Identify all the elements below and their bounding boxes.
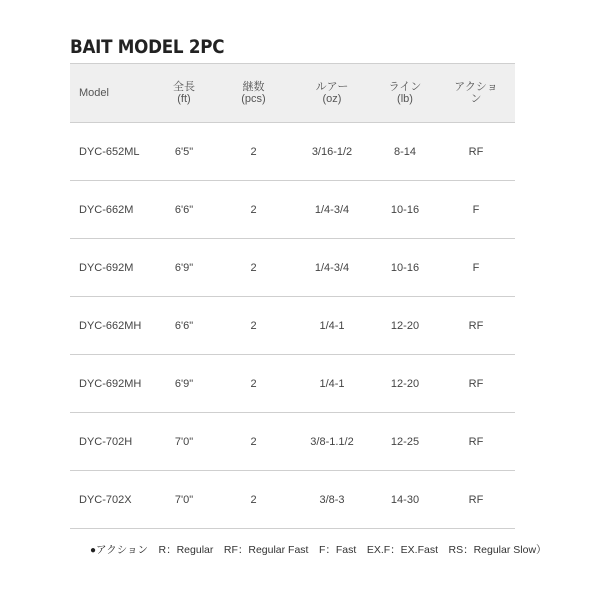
header-lure: ルアー (oz) [291,64,373,123]
page-title: BAIT MODEL 2PC [70,36,225,58]
cell-lure: 3/16-1/2 [291,123,373,181]
cell-pieces: 2 [216,355,291,413]
cell-lure: 1/4-1 [291,297,373,355]
cell-model: DYC-652ML [70,123,152,181]
bullet-icon: ● [90,545,97,556]
table-header-row [70,64,515,123]
cell-action: RF [437,471,515,529]
header-length: 全長 (ft) [152,64,216,123]
cell-line: 8-14 [373,123,437,181]
cell-length: 7'0" [152,471,216,529]
legend-text: アクション R：Regular RF：Regular Fast F：Fast EX.F：EX.Fast RS：Regular Slow） [96,544,547,556]
action-legend [90,542,547,557]
cell-line: 14-30 [373,471,437,529]
cell-length: 6'6" [152,297,216,355]
cell-pieces: 2 [216,239,291,297]
table-row [70,413,515,471]
header-pieces: 継数 (pcs) [216,64,291,123]
cell-pieces: 2 [216,297,291,355]
cell-action: F [437,239,515,297]
table-row [70,123,515,181]
header-action: アクショ ン [437,64,515,123]
cell-length: 6'5" [152,123,216,181]
cell-action: F [437,181,515,239]
cell-model: DYC-702H [70,413,152,471]
cell-lure: 3/8-3 [291,471,373,529]
cell-pieces: 2 [216,413,291,471]
cell-model: DYC-662M [70,181,152,239]
cell-lure: 1/4-1 [291,355,373,413]
cell-line: 12-25 [373,413,437,471]
cell-model: DYC-662MH [70,297,152,355]
cell-action: RF [437,355,515,413]
cell-line: 12-20 [373,355,437,413]
table-row [70,181,515,239]
cell-action: RF [437,413,515,471]
table-row [70,297,515,355]
spec-table [70,63,515,529]
table-row [70,471,515,529]
table-header [70,64,515,123]
cell-lure: 1/4-3/4 [291,239,373,297]
cell-line: 10-16 [373,181,437,239]
cell-line: 12-20 [373,297,437,355]
table-row [70,239,515,297]
cell-length: 6'6" [152,181,216,239]
cell-action: RF [437,123,515,181]
cell-lure: 1/4-3/4 [291,181,373,239]
table-row [70,355,515,413]
cell-length: 6'9" [152,355,216,413]
cell-lure: 3/8-1.1/2 [291,413,373,471]
header-model: Model [70,64,152,123]
cell-pieces: 2 [216,181,291,239]
cell-pieces: 2 [216,123,291,181]
cell-action: RF [437,297,515,355]
cell-model: DYC-702X [70,471,152,529]
header-line: ライン (lb) [373,64,437,123]
cell-length: 7'0" [152,413,216,471]
cell-length: 6'9" [152,239,216,297]
cell-pieces: 2 [216,471,291,529]
table-body [70,123,515,529]
cell-model: DYC-692MH [70,355,152,413]
cell-model: DYC-692M [70,239,152,297]
cell-line: 10-16 [373,239,437,297]
